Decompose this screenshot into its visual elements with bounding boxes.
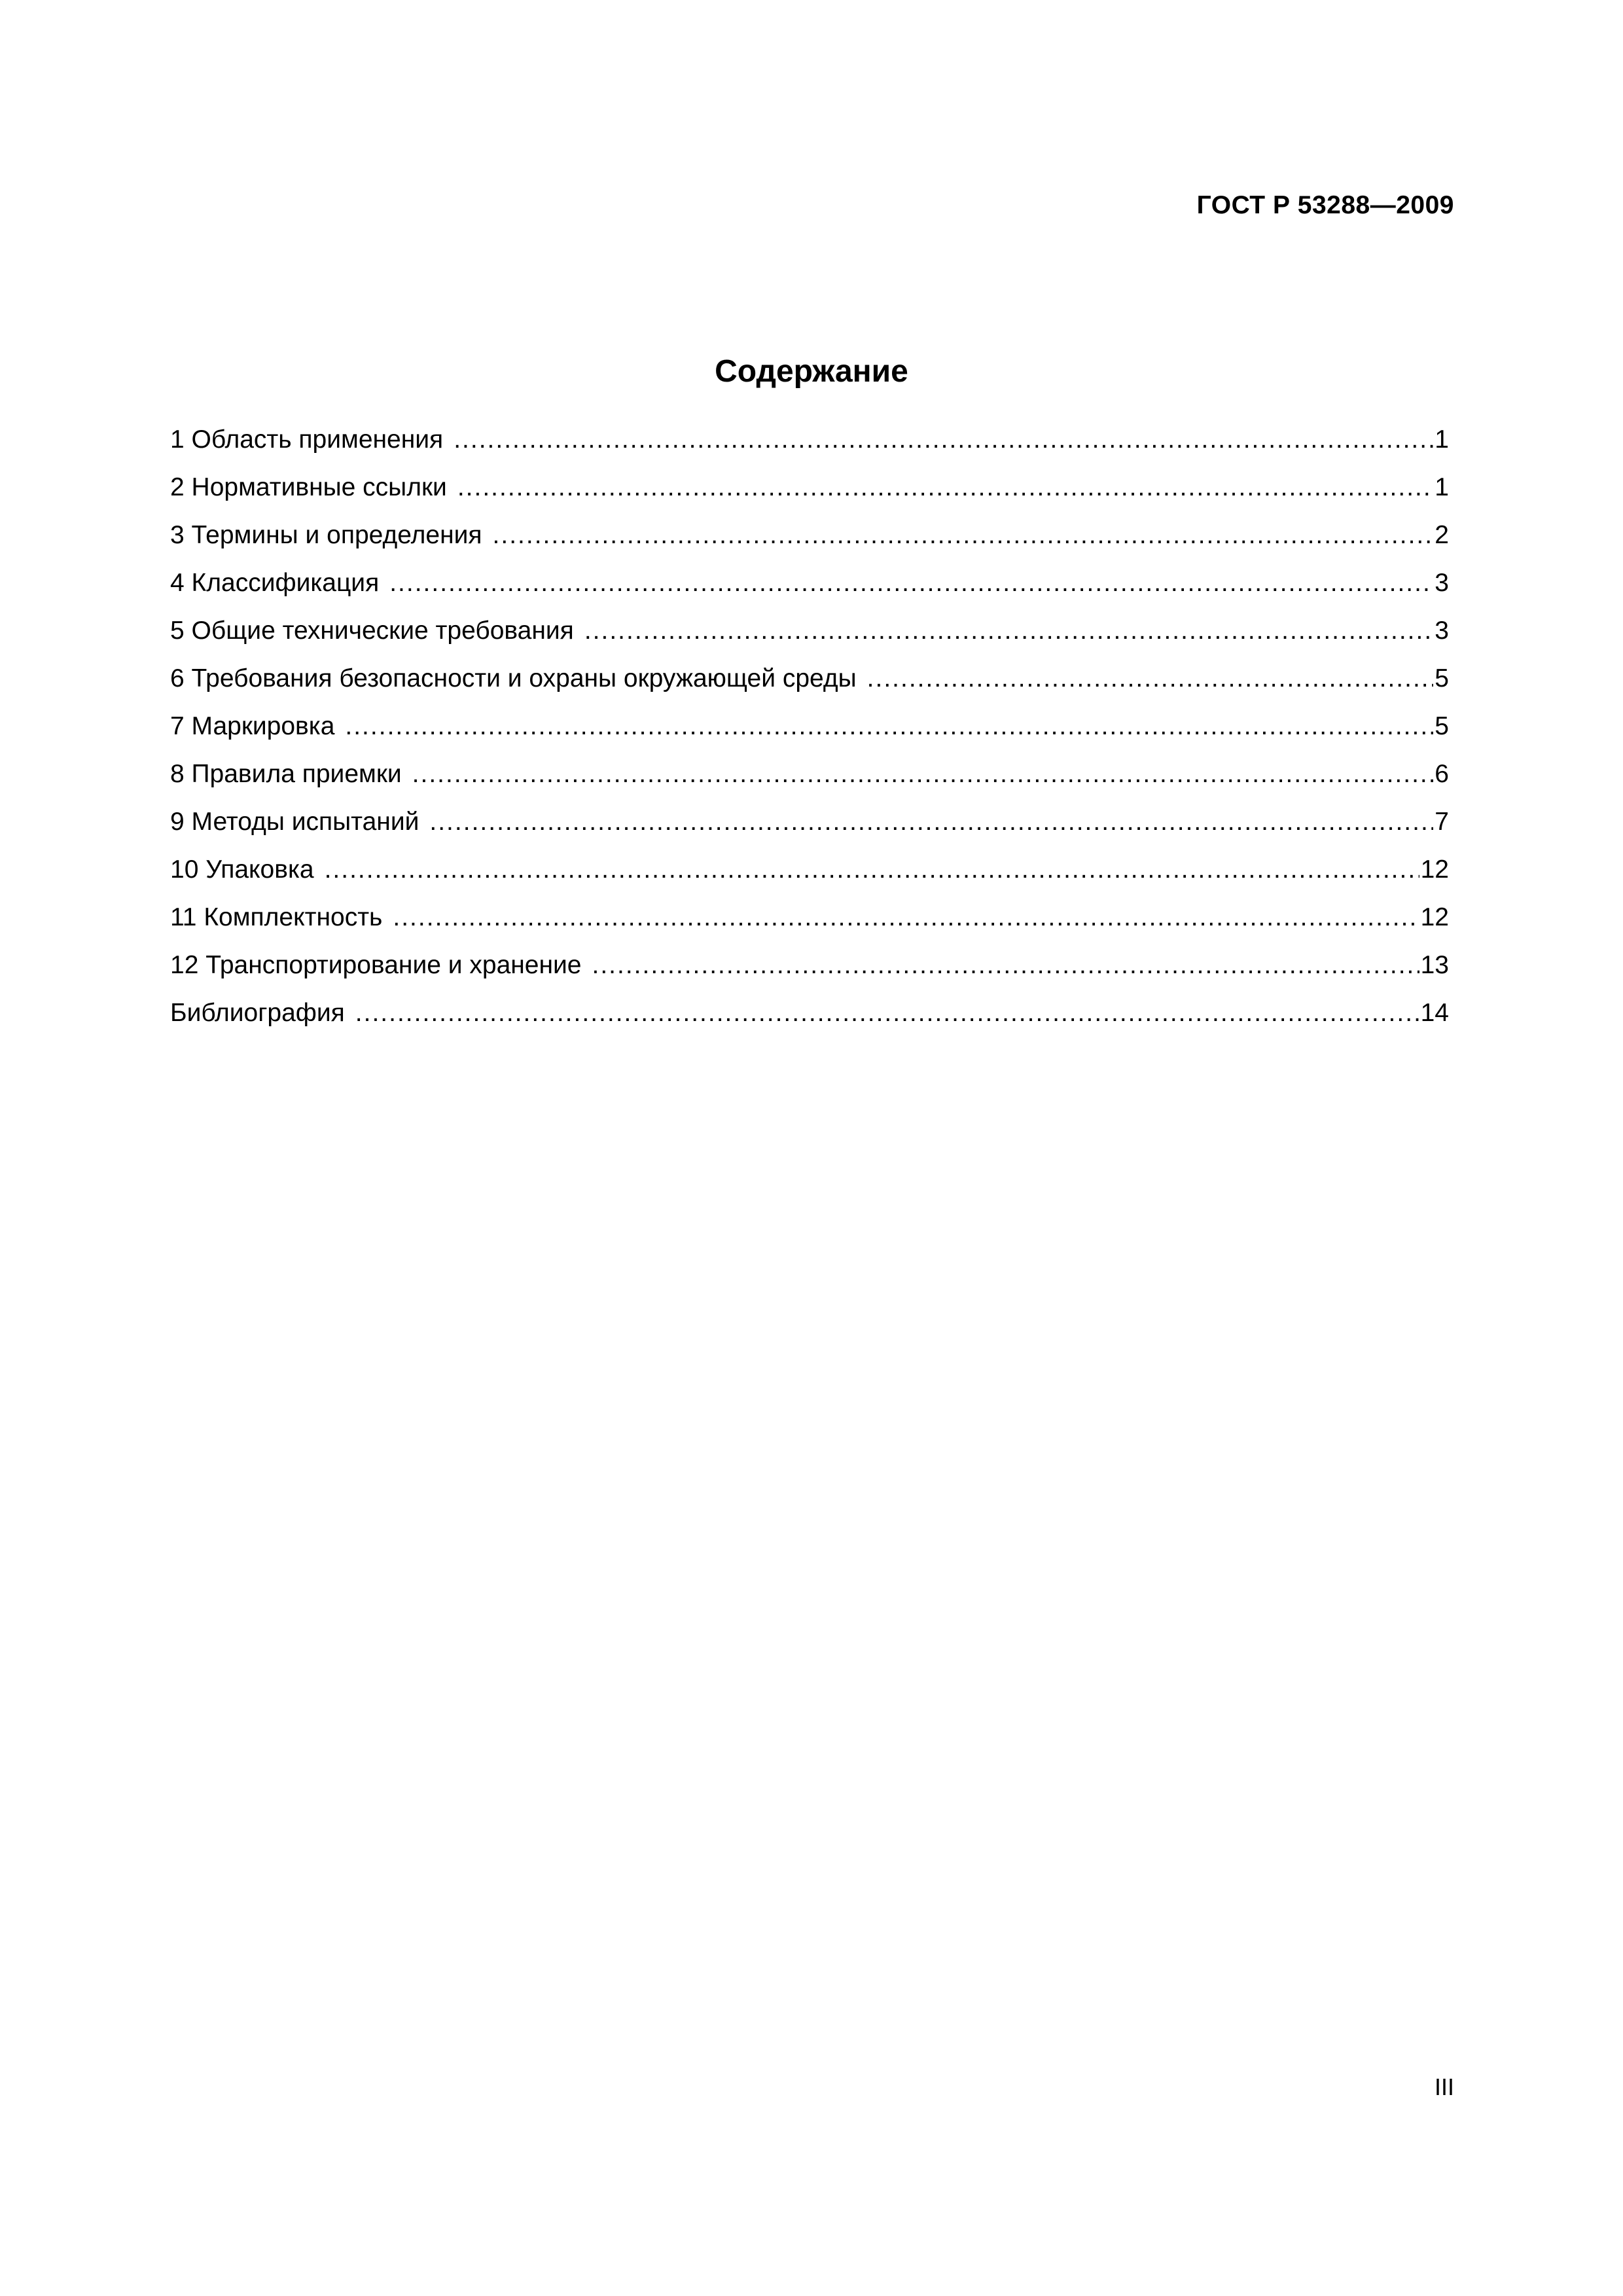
toc-entry-scope[interactable]	[170, 424, 1449, 472]
toc-entry-label: 7 Маркировка	[170, 712, 335, 740]
toc-dot-leader	[867, 663, 1434, 694]
toc-entry-label: 12 Транспортирование и хранение	[170, 951, 582, 979]
toc-dot-leader	[584, 615, 1433, 647]
toc-dot-leader	[592, 950, 1419, 981]
toc-dot-leader	[429, 806, 1433, 838]
toc-entry-page: 2	[1435, 521, 1449, 549]
toc-entry-label: 6 Требования безопасности и охраны окружающей среды	[170, 664, 857, 692]
toc-entry-page: 3	[1435, 569, 1449, 597]
toc-title: Содержание	[715, 354, 908, 389]
toc-entry-label: 8 Правила приемки	[170, 760, 402, 788]
toc-entry-completeness[interactable]	[170, 902, 1449, 950]
toc-entry-label: 11 Комплектность	[170, 903, 383, 931]
table-of-contents	[170, 424, 1449, 1045]
toc-dot-leader	[493, 520, 1434, 551]
toc-entry-packaging[interactable]	[170, 854, 1449, 902]
toc-entry-label: 4 Классификация	[170, 569, 380, 597]
toc-entry-transport-storage[interactable]	[170, 950, 1449, 997]
toc-entry-page: 5	[1435, 712, 1449, 740]
toc-entry-label: 2 Нормативные ссылки	[170, 473, 447, 501]
toc-entry-page: 12	[1420, 855, 1449, 884]
toc-dot-leader	[454, 424, 1433, 456]
toc-dot-leader	[345, 711, 1433, 742]
toc-entry-page: 5	[1435, 664, 1449, 692]
toc-entry-page: 1	[1435, 473, 1449, 501]
toc-entry-label: 9 Методы испытаний	[170, 808, 419, 836]
toc-entry-terms-definitions[interactable]	[170, 520, 1449, 567]
toc-entry-label: 10 Упаковка	[170, 855, 314, 884]
toc-entry-marking[interactable]	[170, 711, 1449, 759]
toc-dot-leader	[393, 902, 1419, 933]
toc-entry-label: 3 Термины и определения	[170, 521, 482, 549]
toc-entry-page: 12	[1420, 903, 1449, 931]
toc-dot-leader	[355, 997, 1419, 1029]
document-standard-code: ГОСТ Р 53288—2009	[1196, 191, 1454, 219]
toc-dot-leader	[325, 854, 1419, 886]
toc-entry-page: 6	[1435, 760, 1449, 788]
page-number: III	[1434, 2073, 1454, 2100]
toc-entry-bibliography[interactable]	[170, 997, 1449, 1045]
toc-entry-page: 3	[1435, 617, 1449, 645]
toc-dot-leader	[412, 759, 1434, 790]
toc-entry-safety-requirements[interactable]	[170, 663, 1449, 711]
toc-entry-test-methods[interactable]	[170, 806, 1449, 854]
toc-entry-normative-references[interactable]	[170, 472, 1449, 520]
toc-entry-label: 1 Область применения	[170, 425, 444, 454]
toc-entry-page: 7	[1435, 808, 1449, 836]
toc-entry-label: Библиография	[170, 999, 345, 1027]
toc-dot-leader	[457, 472, 1433, 503]
toc-entry-page: 14	[1420, 999, 1449, 1027]
toc-entry-label: 5 Общие технические требования	[170, 617, 574, 645]
toc-dot-leader	[389, 567, 1433, 599]
toc-entry-acceptance-rules[interactable]	[170, 759, 1449, 806]
toc-entry-general-requirements[interactable]	[170, 615, 1449, 663]
toc-entry-page: 13	[1420, 951, 1449, 979]
toc-entry-classification[interactable]	[170, 567, 1449, 615]
toc-entry-page: 1	[1435, 425, 1449, 454]
